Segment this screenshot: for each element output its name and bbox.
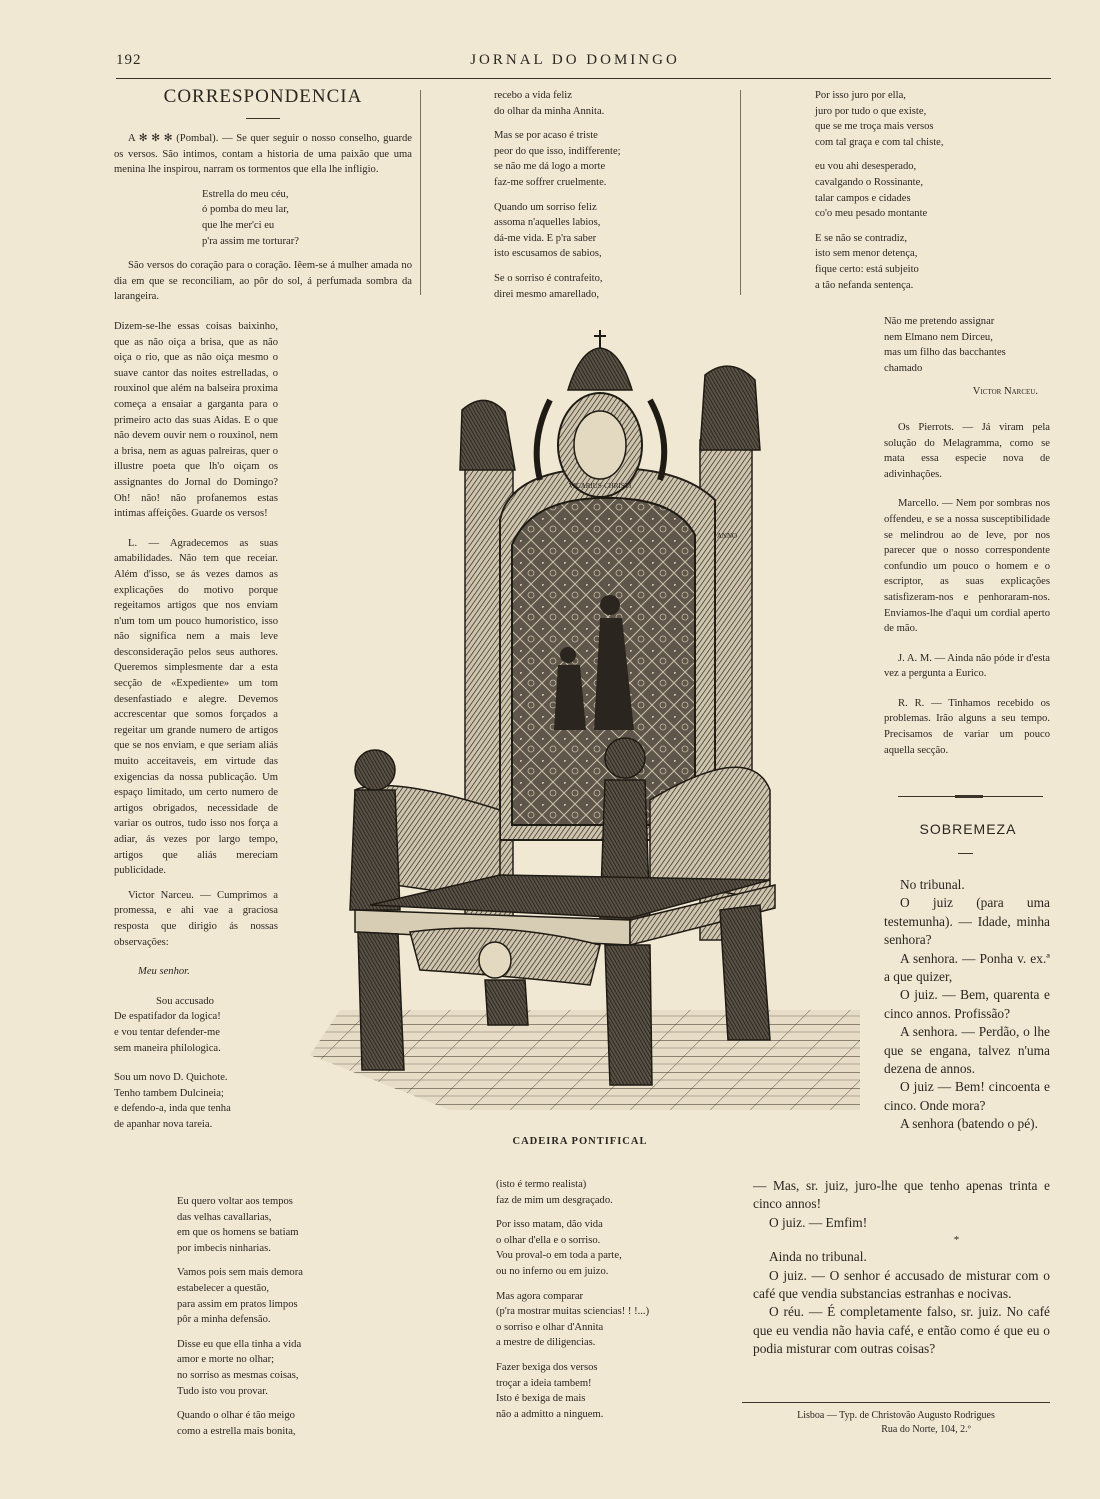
reply-pierrots: Os Pierrots. — Já viram pela solução do Melagramma, como se mata essa especie nova de adivinhações. — [884, 421, 1050, 480]
salutation: Meu senhor. — [138, 966, 190, 978]
right-finial — [700, 366, 760, 450]
verse-block — [884, 314, 1050, 376]
verse-line: Estrella do meu céu, — [202, 188, 289, 200]
imprint — [742, 1409, 1050, 1437]
post-inscription: ANNO — [716, 532, 738, 540]
verse-line: com tal graça e com tal chiste, — [815, 136, 944, 148]
verse-line: E se não se contradiz, — [815, 232, 908, 244]
dialogue-line: A senhora (batendo o pé). — [900, 1116, 1038, 1132]
dialogue-line: Ainda no tribunal. — [769, 1249, 867, 1265]
dialogue-line: A senhora. — Ponha v. ex.ª a que quizer, — [884, 950, 1050, 985]
verse-line: (isto é termo realista) — [496, 1179, 587, 1190]
verse-line: ou no inferno ou em juizo. — [496, 1265, 609, 1277]
illustration-caption: CADEIRA PONTIFICAL — [512, 1136, 648, 1147]
verse-line: Disse eu que ella tinha a vida — [177, 1338, 302, 1350]
verse-line: faz de mim um desgraçado. — [496, 1194, 613, 1206]
verse-block — [114, 1070, 278, 1132]
cartouche-text: VICARIUS·CHRISTI — [568, 482, 632, 490]
verse-block — [494, 128, 724, 190]
title-rule — [246, 118, 280, 119]
verse-line: Tenho tambem Dulcineia; — [114, 1087, 224, 1099]
verse-line: Tudo isto vou provar. — [177, 1385, 268, 1397]
verse-block — [496, 1289, 731, 1351]
verse-block — [494, 200, 724, 262]
imprint-line: Lisboa — Typ. de Christovão Augusto Rodrigues — [797, 1410, 995, 1421]
correspondence-column — [114, 86, 412, 305]
sobremeza-dialogue-wide — [753, 1177, 1050, 1359]
verse-line: Mas se por acaso é triste — [494, 130, 598, 142]
verse-line: Isto é bexiga de mais — [496, 1393, 586, 1405]
verse-line: dá-me vida. E p'ra saber — [494, 232, 597, 244]
verse-line: fique certo: está subjeito — [815, 263, 919, 275]
verse-line: Quando o olhar é tão meigo — [177, 1410, 295, 1422]
verse-line: estabelecer a questão, — [177, 1282, 270, 1294]
verse-line: talar campos e cidades — [815, 192, 911, 204]
dialogue-line: O juiz (para uma testemunha). — Idade, minha senhora? — [884, 895, 1050, 948]
paragraph: São versos do coração para o coração. Iêem-se á mulher amada no dia em que se reconciliam, ao pôr do sol, á perfumada sombra da larangeira. — [114, 260, 412, 303]
column-rule-2 — [740, 90, 741, 295]
front-right-leg — [605, 945, 652, 1085]
journal-title: JORNAL DO DOMINGO — [470, 52, 680, 68]
verse-line: Vou proval-o em toda a parte, — [496, 1250, 622, 1262]
verse-line: De espatifador da logica! — [114, 1011, 221, 1023]
reply-rr: R. R. — Tinhamos recebido os problemas. Irão alguns a seu tempo. Precisamos de variar um pouco aquella secção. — [884, 697, 1050, 756]
footer-rule — [742, 1402, 1050, 1403]
verse-line: das velhas cavallarias, — [177, 1211, 272, 1223]
verse-line: Eu quero voltar aos tempos — [177, 1196, 293, 1207]
verse-line: peor do que isso, indifferente; — [494, 145, 621, 157]
verse-line: recebo a vida feliz — [494, 90, 572, 101]
verse-block — [114, 994, 278, 1056]
verse-line: ó pomba do meu lar, — [202, 204, 289, 216]
verse-line: e vou tentar defender-me — [114, 1026, 220, 1038]
left-arm-orb — [355, 750, 395, 790]
verse-block — [815, 88, 1050, 150]
sobremeza-dialogue-narrow — [884, 876, 1050, 1134]
verse-line: isto sem menor detença, — [815, 248, 918, 260]
verse-line: Por isso matam, dão vida — [496, 1219, 603, 1231]
verse-line: Vamos pois sem mais demora — [177, 1267, 303, 1279]
sobremeza-title: SOBREMEZA — [919, 821, 1017, 837]
verse-line: cavalgando o Rossinante, — [815, 176, 923, 188]
verse-line: p'ra assim me torturar? — [202, 235, 299, 247]
dialogue-line: No tribunal. — [900, 877, 965, 892]
right-arm-orb — [605, 738, 645, 778]
verse-line: Por isso juro por ella, — [815, 90, 906, 101]
verse-line: assoma n'aquelles labios, — [494, 217, 601, 229]
dialogue-line: O juiz. — O senhor é accusado de misturar com o café que vendia substancias estranhas e nocivas. — [753, 1267, 1050, 1302]
verse-line: de apanhar nova tareia. — [114, 1118, 213, 1130]
left-finial — [460, 400, 515, 470]
verse-block — [177, 1194, 347, 1256]
imprint-line: Rua do Norte, 104, 2.º — [881, 1424, 971, 1435]
verse-block — [815, 159, 1050, 221]
verse-line: troçar a ideia tambem! — [496, 1377, 592, 1389]
verse-line: que lhe mer'ci eu — [202, 219, 275, 231]
reply-l: L. — Agradecemos as suas amabilidades. Não tem que receiar. Além d'isso, se ás vezes damos as explicações do motivo porque regeitamos artigos que nos enviam n'um tom um pouco humoristico, isso não significa nem a mais leve desconsideração pelos seus authores. Queremos simplesmente dar a esta secção de «Expediente» um tom desenfastiado e alegre. Devemos accrescentar que somos forçados a regeitar um grande numero de artigos que se nos enviam, e que seriam aliás muito acceitaveis, em virtude das exigencias da nossa publicação. Um espaço limitado, um certo numero de artigos obrigados, necessidade de variar os outros, tudo isso nos força a adiar, ás vezes por largo tempo, artigos que aliás mereciam publicidade. — [114, 537, 278, 877]
verse-block — [494, 271, 724, 302]
verse-line: se não me dá logo a morte — [494, 161, 606, 173]
verse-line: a mestre de diligencias. — [496, 1337, 596, 1349]
verse-line: eu vou ahi desesperado, — [815, 161, 917, 173]
verse-line: não a admitto a ninguem. — [496, 1408, 604, 1420]
verse-line: direi mesmo amarellado, — [494, 288, 600, 300]
verse-line: co'o meu pesado montante — [815, 208, 928, 220]
verse-column-right — [815, 88, 1050, 293]
section-separator-mark — [955, 795, 983, 798]
pontifical-chair-illustration — [300, 320, 865, 1130]
verse-block — [177, 1408, 347, 1439]
front-left-leg — [358, 932, 404, 1070]
verse-line: pôr a minha defensão. — [177, 1314, 271, 1326]
signature: Victor Narceu. — [972, 386, 1038, 398]
verse-line: amor e morte no olhar; — [177, 1354, 275, 1366]
paragraph: Dizem-se-lhe essas coisas baixinho, que as não oiça a brisa, que as não oiça o rio, que as não oiça mesmo o suave cantor das noites estrelladas, o rouxinol que além na balseira proxima começa a ensaiar a garganta para o primeiro acto das suas Aidas. E o que não devem ouvir nem o rouxinol, nem a brisa, nem as aguas palreiras, quer o illustre poeta que lh'o oiçam os assignantes do Jornal do Domingo? Oh! não! não profanemos estas intimas affeições. Guarde os versos! — [114, 321, 278, 520]
column-rule-1 — [420, 90, 421, 295]
expediente-right-column — [884, 314, 1050, 767]
correspondence-narrow-column — [114, 319, 278, 1133]
title-rule — [958, 853, 973, 854]
verse-line: Não me pretendo assignar — [884, 316, 995, 327]
verse-line: que se me troça mais versos — [815, 121, 934, 133]
verse-line: e defendo-a, inda que tenha — [114, 1103, 231, 1115]
verse-block — [496, 1217, 731, 1279]
dialogue-line: O juiz. — Emfim! — [769, 1214, 868, 1230]
verse-line: Mas agora comparar — [496, 1290, 584, 1302]
back-right-leg — [720, 905, 770, 1040]
verse-line: Sou um novo D. Quichote. — [114, 1072, 228, 1084]
dialogue-line: — Mas, sr. juiz, juro-lhe que tenho apenas trinta e cinco annos! — [753, 1178, 1050, 1212]
section-title: CORRESPONDENCIA — [163, 86, 363, 107]
verse-line: para assim em pratos limpos — [177, 1298, 298, 1310]
verse-line: mas um filho das bacchantes — [884, 347, 1006, 359]
back-left-leg — [485, 980, 528, 1025]
header-rule — [116, 78, 1051, 79]
verse-line: isto escusamos de sabios, — [494, 248, 602, 260]
reply-jam: J. A. M. — Ainda não póde ir d'esta vez a pergunta a Eurico. — [884, 652, 1050, 680]
verse-line: no sorriso as mesmas coisas, — [177, 1369, 299, 1381]
verse-line: faz-me soffrer cruelmente. — [494, 176, 607, 188]
left-arm-support — [350, 790, 400, 910]
verse-column-middle-lower — [496, 1177, 731, 1422]
verse-column-lower — [177, 1194, 347, 1439]
verse-line: nem Elmano nem Dirceu, — [884, 331, 993, 343]
verse-line: a tão nefanda sentença. — [815, 279, 914, 291]
verse-block — [177, 1337, 347, 1399]
verse-line: do olhar da minha Annita. — [494, 105, 605, 117]
verse-line: Quando um sorriso feliz — [494, 201, 597, 213]
dialogue-line: O réu. — É completamente falso, sr. juiz. No café que eu vendia não havia café, e então como é que eu o podia misturar com outras coisas? — [753, 1304, 1050, 1357]
dialogue-line: O juiz — Bem! cincoenta e cinco. Onde mora? — [884, 1079, 1050, 1113]
verse-block — [496, 1360, 731, 1422]
verse-block — [177, 1265, 347, 1327]
reply-victor-narceu: Victor Narceu. — Cumprimos a promessa, e ahi vae a graciosa resposta que dirigio ás nossas observações: — [114, 889, 278, 948]
verse-line: o sorriso e olhar d'Annita — [496, 1321, 604, 1333]
verse-line: em que os homens se batiam — [177, 1227, 299, 1239]
verse-line: juro por tudo o que existe, — [815, 105, 927, 117]
verse-block — [815, 231, 1050, 293]
verse-line: Fazer bexiga dos versos — [496, 1361, 598, 1373]
dialogue-line: O juiz. — Bem, quarenta e cinco annos. Profissão? — [884, 987, 1050, 1021]
verse-line: o olhar d'ella e o sorriso. — [496, 1234, 601, 1246]
verse-line: Se o sorriso é contrafeito, — [494, 272, 603, 284]
verse-line: por imbecis ninharias. — [177, 1242, 271, 1254]
verse-line: Sou accusado — [156, 995, 214, 1007]
reply-marcello: Marcello. — Nem por sombras nos offendeu, e se a nossa susceptibilidade se melindrou ao de leve, por nos parecer que o nosso correspondente confundio um pouco o homem e o escriptor, as suas explicações satisfizeram-nos e penhoraram-nos. Enviamos-lhe d'aqui um cordial aperto de mão. — [884, 498, 1050, 635]
verse-column-middle — [494, 88, 724, 302]
dialogue-line: A senhora. — Perdão, o lhe que se engana, talvez n'uma dezena de annos. — [884, 1024, 1050, 1077]
verse-block — [494, 88, 724, 119]
reply-pombal: A ✻ ✻ ✻ (Pombal). — Se quer seguir o nosso conselho, guarde os versos. São intimos, contam a historia de uma paixão que uma menina lhe inspirou, narram os tormentos que ella lhe infligio. — [114, 133, 412, 176]
verse-line: (p'ra mostrar muitas sciencias! ! !...) — [496, 1306, 650, 1318]
verse-line: chamado — [884, 362, 923, 374]
page-number: 192 — [116, 52, 142, 68]
verse-line: sem maneira philologica. — [114, 1042, 221, 1054]
asterism: * — [953, 1234, 960, 1247]
apron-shield — [479, 942, 511, 978]
verse-block — [114, 187, 412, 249]
verse-line: como a estrella mais bonita, — [177, 1425, 296, 1437]
verse-block — [496, 1177, 731, 1208]
